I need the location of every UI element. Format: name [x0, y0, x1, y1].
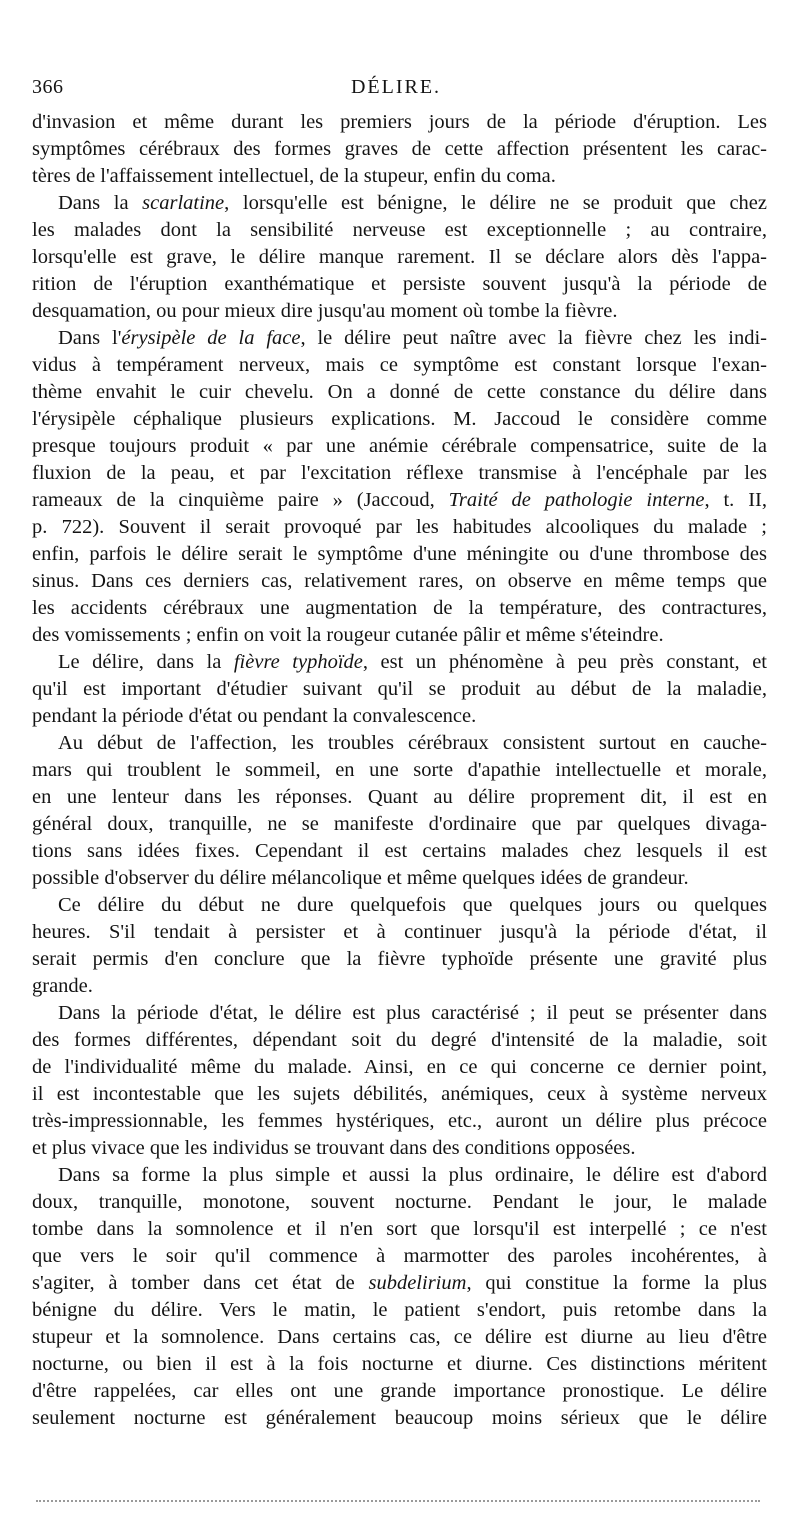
text-line: que vers le soir qu'il commence à marmotter des paroles incohérentes, à: [32, 1245, 767, 1267]
italic-term: scarlatine: [142, 192, 225, 214]
text-line: Ce délire du début ne dure quelquefois que quelques jours ou quelques: [58, 894, 767, 916]
text-line: doux, tranquille, monotone, souvent nocturne. Pendant le jour, le malade: [32, 1191, 767, 1213]
text-line: desquamation, ou pour mieux dire jusqu'au moment où tombe la fièvre.: [32, 300, 618, 322]
text-line: tions sans idées fixes. Cependant il est certains malades chez lesquels il est: [32, 840, 767, 862]
text-line: symptômes cérébraux des formes graves de cette affection présentent les carac-: [32, 138, 767, 160]
text-line: heures. S'il tendait à persister et à continuer jusqu'à la période d'état, il: [32, 921, 767, 943]
text-line: rameaux de la cinquième paire » (Jaccoud, Traité de pathologie interne, t. II,: [32, 489, 767, 511]
text-line: thème envahit le cuir chevelu. On a donné de cette constance du délire dans: [32, 381, 767, 403]
italic-term: subdelirium: [368, 1272, 467, 1294]
text-line: d'être rappelées, car elles ont une grande importance pronostique. Le délire: [32, 1380, 767, 1402]
text-line: s'agiter, à tomber dans cet état de subdelirium, qui constitue la forme la plus: [32, 1272, 767, 1294]
text-line: tères de l'affaissement intellectuel, de la stupeur, enfin du coma.: [32, 165, 556, 187]
text-line: sinus. Dans ces derniers cas, relativement rares, on observe en même temps que: [32, 570, 767, 592]
text-line: rition de l'éruption exanthématique et persiste souvent jusqu'à la période de: [32, 273, 767, 295]
italic-term: érysipèle de la face: [121, 327, 301, 349]
text-line: grande.: [32, 975, 93, 997]
text-line: p. 722). Souvent il serait provoqué par les habitudes alcooliques du malade ;: [32, 516, 767, 538]
text-line: nocturne, ou bien il est à la fois nocturne et diurne. Ces distinctions méritent: [32, 1353, 767, 1375]
text-line: vidus à tempérament nerveux, mais ce symptôme est constant lorsque l'exan-: [32, 354, 767, 376]
text-line: de l'individualité même du malade. Ainsi, en ce qui concerne ce dernier point,: [32, 1056, 767, 1078]
text-line: des vomissements ; enfin on voit la rougeur cutanée pâlir et même s'éteindre.: [32, 624, 664, 646]
text-line: les accidents cérébraux une augmentation de la température, des contractures,: [32, 597, 767, 619]
text-line: presque toujours produit « par une anémie cérébrale compensatrice, suite de la: [32, 435, 767, 457]
running-title: DÉLIRE.: [350, 76, 442, 98]
text-line: il est incontestable que les sujets débilités, anémiques, ceux à système nerveux: [32, 1083, 767, 1105]
page-number: 366: [32, 76, 64, 98]
footer-rule: [36, 1500, 760, 1502]
text-line: Dans sa forme la plus simple et aussi la plus ordinaire, le délire est d'abord: [58, 1164, 767, 1186]
text-line: et plus vivace que les individus se trouvant dans des conditions opposées.: [32, 1137, 636, 1159]
text-line: Dans la scarlatine, lorsqu'elle est bénigne, le délire ne se produit que chez: [58, 192, 767, 214]
text-line: général doux, tranquille, ne se manifeste d'ordinaire que par quelques divaga-: [32, 813, 767, 835]
text-line: Au début de l'affection, les troubles cérébraux consistent surtout en cauche-: [58, 732, 767, 754]
text-line: mars qui troublent le sommeil, en une sorte d'apathie intellectuelle et morale,: [32, 759, 767, 781]
text-line: des formes différentes, dépendant soit du degré d'intensité de la maladie, soit: [32, 1029, 767, 1051]
text-line: possible d'observer du délire mélancolique et même quelques idées de grandeur.: [32, 867, 689, 889]
text-line: Dans l'érysipèle de la face, le délire peut naître avec la fièvre chez les indi-: [58, 327, 767, 349]
text-line: Le délire, dans la fièvre typhoïde, est un phénomène à peu près constant, et: [58, 651, 767, 673]
text-line: stupeur et la somnolence. Dans certains cas, ce délire est diurne au lieu d'être: [32, 1326, 767, 1348]
text-line: fluxion de la peau, et par l'excitation réflexe transmise à l'encéphale par les: [32, 462, 767, 484]
text-line: serait permis d'en conclure que la fièvre typhoïde présente une gravité plus: [32, 948, 767, 970]
text-line: seulement nocturne est généralement beaucoup moins sérieux que le délire: [32, 1407, 767, 1429]
text-line: très-impressionnable, les femmes hystériques, etc., auront un délire plus précoce: [32, 1110, 767, 1132]
text-line: en une lenteur dans les réponses. Quant au délire proprement dit, il est en: [32, 786, 767, 808]
text-line: lorsqu'elle est grave, le délire manque rarement. Il se déclare alors dès l'appa-: [32, 246, 767, 268]
italic-term: fièvre typhoïde: [233, 651, 363, 673]
text-line: Dans la période d'état, le délire est plus caractérisé ; il peut se présenter dans: [58, 1002, 767, 1024]
text-line: tombe dans la somnolence et il n'en sort que lorsqu'il est interpellé ; ce n'est: [32, 1218, 767, 1240]
italic-term: Traité de pathologie interne: [448, 489, 705, 511]
text-line: les malades dont la sensibilité nerveuse est exceptionnelle ; au contraire,: [32, 219, 767, 241]
text-line: enfin, parfois le délire serait le symptôme d'une méningite ou d'une thrombose des: [32, 543, 767, 565]
text-line: l'érysipèle céphalique plusieurs explications. M. Jaccoud le considère comme: [32, 408, 767, 430]
text-line: pendant la période d'état ou pendant la convalescence.: [32, 705, 477, 727]
text-line: bénigne du délire. Vers le matin, le patient s'endort, puis retombe dans la: [32, 1299, 767, 1321]
text-line: d'invasion et même durant les premiers jours de la période d'éruption. Les: [32, 111, 767, 133]
body-text: [32, 109, 767, 1432]
running-head: [32, 72, 760, 102]
text-line: qu'il est important d'étudier suivant qu'il se produit au début de la maladie,: [32, 678, 767, 700]
